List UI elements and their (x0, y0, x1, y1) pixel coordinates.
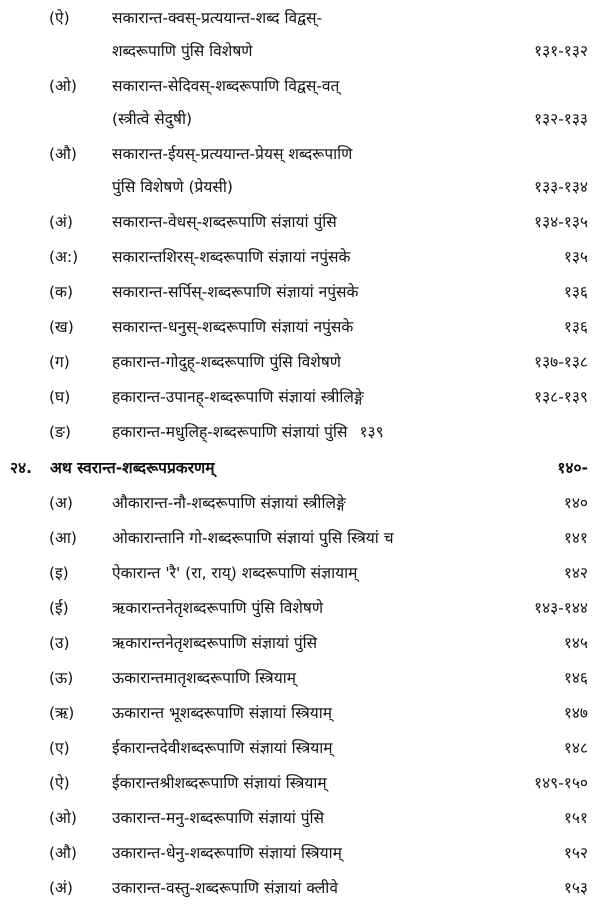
entry-text: उकारान्त-मनु-शब्दरूपाणि संज्ञायां पुंसि (112, 809, 325, 827)
entry-letter: (अं) (49, 879, 73, 897)
toc-entry (0, 522, 600, 555)
toc-entry (0, 732, 600, 765)
entry-page-ref: १४८ (563, 739, 588, 757)
entry-page-ref: १४२ (563, 564, 588, 582)
entry-letter: (ओ) (49, 809, 77, 827)
entry-letter: (ऊ) (49, 669, 74, 687)
entry-page-ref: १४३-१४४ (534, 599, 588, 617)
toc-entry (0, 206, 600, 239)
entry-letter: (ई) (49, 599, 69, 617)
entry-page-ref: १३२-१३३ (534, 110, 588, 128)
entry-text: ईकारान्तदेवीशब्दरूपाणि संज्ञायां स्त्रियाम् (112, 739, 333, 757)
entry-text: सकारान्त-धनुस्-शब्दरूपाणि संज्ञायां नपुंसके (112, 318, 354, 336)
entry-letter: (इ) (49, 564, 69, 582)
entry-page-ref: १३३-१३४ (534, 178, 588, 196)
toc-entry (0, 346, 600, 379)
entry-letter: (ऐ) (49, 774, 70, 792)
entry-letter: (क) (49, 283, 73, 301)
toc-entry (0, 487, 600, 520)
entry-page-ref: १३८-१३९ (534, 388, 588, 406)
entry-text: सकारान्तशिरस्-शब्दरूपाणि संज्ञायां नपुंसके (112, 248, 351, 266)
entry-text: ऋकारान्तनेतृशब्दरूपाणि संज्ञायां पुंसि (112, 634, 318, 652)
entry-letter: (औ) (49, 145, 77, 163)
entry-text: उकारान्त-वस्तु-शब्दरूपाणि संज्ञायां क्लीवे (112, 879, 338, 897)
entry-text: उकारान्त-धेनु-शब्दरूपाणि संज्ञायां स्त्रियाम् (112, 844, 342, 862)
toc-entry (0, 872, 600, 905)
entry-page-ref: १४९-१५० (534, 774, 588, 792)
toc-entry (0, 662, 600, 695)
entry-text: सकारान्त-वेधस्-शब्दरूपाणि संज्ञायां पुंसि (112, 213, 337, 231)
entry-text: हकारान्त-गोदुह्-शब्दरूपाणि पुंसि विशेषणे (112, 353, 342, 371)
entry-page-ref: १५१ (563, 809, 588, 827)
toc-entry (0, 2, 600, 68)
entry-page-ref: १३७-१३८ (534, 353, 588, 371)
entry-text: ओकारान्तानि गो-शब्दरूपाणि संज्ञायां पुसि स्त्रियां च (112, 529, 394, 547)
entry-page-ref: १३५ (563, 248, 588, 266)
toc-entry (0, 416, 600, 449)
toc-entry (0, 697, 600, 730)
toc-entry (0, 381, 600, 414)
entry-text: ऊकारान्त भूशब्दरूपाणि संज्ञायां स्त्रियाम् (112, 704, 333, 722)
section-heading (0, 452, 600, 485)
entry-letter: (घ) (49, 388, 71, 406)
entry-page-ref: १४१ (563, 529, 588, 547)
toc-entry (0, 557, 600, 590)
toc-entry (0, 767, 600, 800)
entry-text: सकारान्त-ईयस्-प्रत्ययान्त-प्रेयस् शब्दरूपाणि (112, 145, 353, 163)
entry-text: ईकारान्तश्रीशब्दरूपाणि संज्ञायां स्त्रियाम् (112, 774, 327, 792)
entry-page-ref: १३६ (563, 318, 588, 336)
section-number: २४. (10, 459, 33, 477)
entry-letter: (औ) (49, 844, 77, 862)
entry-text: औकारान्त-नौ-शब्दरूपाणि संज्ञायां स्त्रीलिङ्गे (112, 494, 346, 512)
entry-text: ऋकारान्तनेतृशब्दरूपाणि पुंसि विशेषणे (112, 599, 324, 617)
entry-text: हकारान्त-मधुलिह्-शब्दरूपाणि संज्ञायां पुंसि १३९ (112, 423, 384, 441)
entry-text: हकारान्त-उपानह्-शब्दरूपाणि संज्ञायां स्त्रीलिङ्गे (112, 388, 364, 406)
entry-letter: (उ) (49, 634, 70, 652)
entry-text: सकारान्त-क्वस्-प्रत्ययान्त-शब्द विद्वस्- (112, 9, 323, 27)
entry-text: (स्त्रीत्वे सेदुषी) (112, 110, 193, 128)
section-page-ref: १४०- (557, 459, 588, 477)
entry-letter: (अं) (49, 213, 73, 231)
entry-letter: (ख) (49, 318, 74, 336)
entry-letter: (ग) (49, 353, 70, 371)
entry-text: शब्दरूपाणि पुंसि विशेषणे (112, 42, 253, 60)
entry-page-ref: १३१-१३२ (534, 42, 588, 60)
entry-page-ref: १४० (563, 494, 588, 512)
entry-page-ref: १३४-१३५ (534, 213, 588, 231)
entry-text: ऐकारान्त 'रै' (रा, राय्) शब्दरूपाणि संज्ञायाम् (112, 564, 358, 582)
entry-page-ref: १३९ (359, 423, 384, 441)
entry-letter: (अ) (49, 494, 73, 512)
toc-entry (0, 241, 600, 274)
entry-page-ref: १४६ (563, 669, 588, 687)
entry-letter: (ए) (49, 739, 70, 757)
entry-letter: (ऋ) (49, 704, 75, 722)
entry-letter: (आ) (49, 529, 77, 547)
toc-entry (0, 592, 600, 625)
entry-text: सकारान्त-सर्पिस्-शब्दरूपाणि संज्ञायां नपुंसके (112, 283, 359, 301)
entry-letter: (ऐ) (49, 9, 70, 27)
toc-entry (0, 311, 600, 344)
toc-entry (0, 802, 600, 835)
entry-letter: (ङ) (49, 423, 71, 441)
entry-text: ऊकारान्तमातृशब्दरूपाणि स्त्रियाम् (112, 669, 296, 687)
entry-page-ref: १५३ (563, 879, 588, 897)
toc-entry (0, 837, 600, 870)
toc-entry (0, 70, 600, 136)
toc-entry (0, 138, 600, 204)
entry-page-ref: १४५ (563, 634, 588, 652)
entry-text: पुंसि विशेषणे (प्रेयसी) (112, 178, 233, 196)
entry-page-ref: १५२ (563, 844, 588, 862)
entry-letter: (अ:) (49, 248, 79, 266)
toc-entry (0, 276, 600, 309)
section-title: अथ स्वरान्त-शब्दरूपप्रकरणम् (50, 459, 215, 477)
entry-text: सकारान्त-सेदिवस्-शब्दरूपाणि विद्वस्-वत् (112, 77, 340, 95)
entry-page-ref: १४७ (563, 704, 588, 722)
toc-entry (0, 627, 600, 660)
entry-letter: (ओ) (49, 77, 77, 95)
entry-page-ref: १३६ (563, 283, 588, 301)
